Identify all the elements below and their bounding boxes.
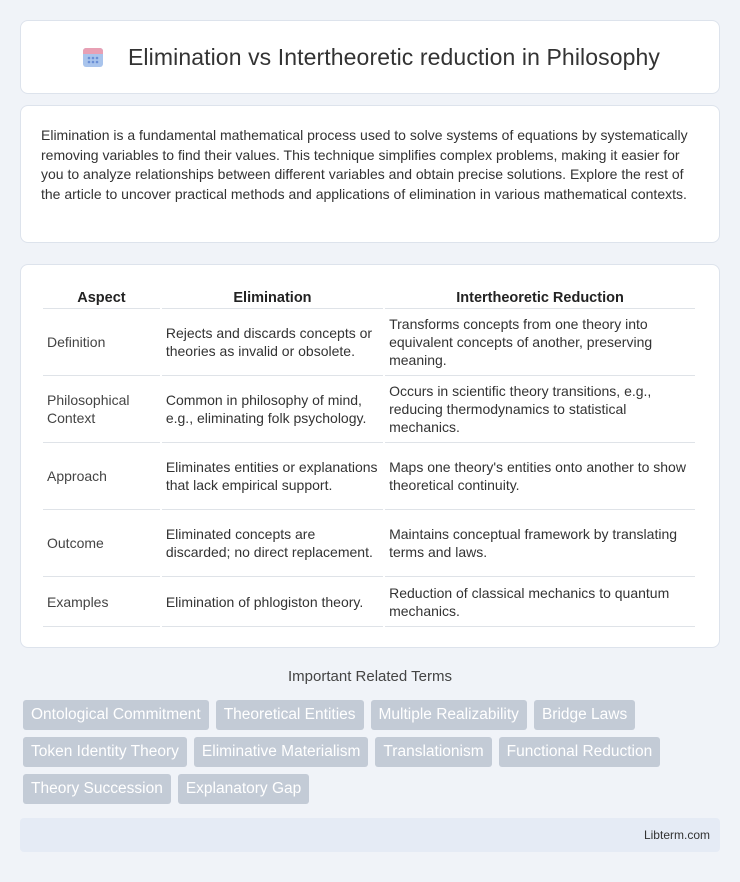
related-term-tag[interactable]: Explanatory Gap — [178, 774, 309, 804]
column-header-aspect: Aspect — [43, 285, 160, 309]
table-cell-aspect: Outcome — [43, 510, 160, 577]
header-card — [20, 20, 720, 94]
footer — [20, 818, 720, 852]
related-term-tag[interactable]: Translationism — [375, 737, 491, 767]
calendar-grid-icon — [80, 44, 106, 70]
comparison-table — [41, 285, 697, 627]
table-cell-reduction: Maps one theory's entities onto another to show theoretical continuity. — [385, 443, 695, 510]
table-cell-elimination: Rejects and discards concepts or theories as invalid or obsolete. — [162, 309, 383, 376]
table-cell-elimination: Eliminated concepts are discarded; no direct replacement. — [162, 510, 383, 577]
related-term-tag[interactable]: Theory Succession — [23, 774, 171, 804]
table-row — [43, 443, 695, 510]
table-cell-reduction: Maintains conceptual framework by translating terms and laws. — [385, 510, 695, 577]
related-term-tag[interactable]: Theoretical Entities — [216, 700, 364, 730]
table-cell-reduction: Reduction of classical mechanics to quantum mechanics. — [385, 577, 695, 627]
table-row — [43, 376, 695, 443]
page-title: Elimination vs Intertheoretic reduction in Philosophy — [127, 43, 661, 70]
table-cell-aspect: Examples — [43, 577, 160, 627]
table-cell-reduction: Occurs in scientific theory transitions, e.g., reducing thermodynamics to statistical mechanics. — [385, 376, 695, 443]
related-term-tag[interactable]: Bridge Laws — [534, 700, 635, 730]
related-term-tag[interactable]: Ontological Commitment — [23, 700, 209, 730]
table-row — [43, 309, 695, 376]
footer-site-link[interactable]: Libterm.com — [643, 828, 710, 842]
related-terms-tags — [23, 700, 723, 804]
related-terms-title: Important Related Terms — [288, 668, 452, 685]
related-term-tag[interactable]: Multiple Realizability — [371, 700, 527, 730]
related-term-tag[interactable]: Functional Reduction — [499, 737, 661, 767]
column-header-elimination: Elimination — [162, 285, 383, 309]
table-cell-reduction: Transforms concepts from one theory into equivalent concepts of another, preserving meaning. — [385, 309, 695, 376]
table-cell-aspect: Approach — [43, 443, 160, 510]
comparison-table-card — [20, 264, 720, 648]
table-cell-elimination: Eliminates entities or explanations that lack empirical support. — [162, 443, 383, 510]
intro-paragraph: Elimination is a fundamental mathematical process used to solve systems of equations by systematically removing variables to find their values. This technique simplifies complex problems, making it easier for you to analyze relationships between different variables and obtain precise solutions. Explore the rest of the article to uncover practical methods and applications of elimination in various mathematical contexts. — [41, 127, 688, 202]
table-cell-aspect: Philosophical Context — [43, 376, 160, 443]
related-term-tag[interactable]: Eliminative Materialism — [194, 737, 368, 767]
intro-card — [20, 105, 720, 243]
table-row — [43, 577, 695, 627]
table-cell-aspect: Definition — [43, 309, 160, 376]
table-row — [43, 510, 695, 577]
table-header-row — [43, 285, 695, 309]
related-term-tag[interactable]: Token Identity Theory — [23, 737, 187, 767]
table-cell-elimination: Common in philosophy of mind, e.g., eliminating folk psychology. — [162, 376, 383, 443]
column-header-reduction: Intertheoretic Reduction — [385, 285, 695, 309]
table-cell-elimination: Elimination of phlogiston theory. — [162, 577, 383, 627]
